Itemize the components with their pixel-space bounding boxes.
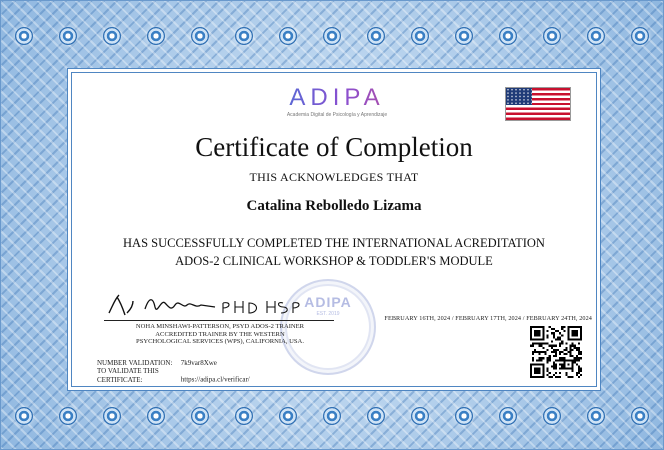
rosette-icon — [59, 407, 77, 425]
rosette-icon — [455, 407, 473, 425]
adipa-logo — [272, 85, 402, 118]
rosette-icon — [631, 27, 649, 45]
rosette-icon — [191, 27, 209, 45]
rosette-icon — [323, 407, 341, 425]
border-rosettes-top — [15, 21, 649, 51]
rosette-icon — [191, 407, 209, 425]
completion-line-1: HAS SUCCESSFULLY COMPLETED THE INTERNATIONAL ACREDITATION — [123, 236, 545, 250]
acknowledges-text: THIS ACKNOWLEDGES THAT — [249, 170, 419, 184]
validation-info — [97, 359, 250, 384]
validation-url-link[interactable]: https://adipa.cl/verificar/ — [180, 375, 250, 384]
rosette-icon — [367, 27, 385, 45]
signature-line — [104, 320, 334, 321]
signer-credentials — [100, 323, 340, 346]
rosette-icon — [103, 27, 121, 45]
rosette-icon — [543, 27, 561, 45]
stamp-word: ADIPA — [304, 294, 352, 310]
stamp-sub: EST. 2019 — [316, 311, 340, 317]
rosette-icon — [279, 27, 297, 45]
completion-line-2: ADOS-2 CLINICAL WORKSHOP & TODDLER'S MODULE — [175, 254, 493, 268]
rosette-icon — [279, 407, 297, 425]
flag-canton — [506, 88, 532, 105]
rosette-icon — [323, 27, 341, 45]
certificate-body — [71, 72, 597, 387]
course-dates: FEBRUARY 16TH, 2024 / FEBRUARY 17TH, 2024 / FEBRUARY 24TH, 2024 — [384, 315, 592, 322]
validation-number-value: 7k9var8Xwe — [180, 359, 217, 367]
rosette-icon — [499, 27, 517, 45]
recipient-name: Catalina Rebolledo Lizama — [246, 198, 422, 214]
rosette-icon — [631, 407, 649, 425]
rosette-icon — [147, 27, 165, 45]
logo-name: ADIPA — [272, 85, 402, 111]
rosette-icon — [367, 407, 385, 425]
rosette-icon — [543, 407, 561, 425]
rosette-icon — [587, 27, 605, 45]
validation-number-row — [97, 359, 250, 367]
united-states-flag-icon — [505, 87, 571, 121]
signer-line-2: ACCREDITED TRAINER BY THE WESTERN — [155, 330, 285, 338]
validation-url-label: TO VALIDATE THIS CERTIFICATE: — [97, 367, 159, 384]
rosette-icon — [235, 407, 253, 425]
qr-code-icon[interactable] — [530, 326, 582, 378]
signer-line-1: NOHA MINSHAWI-PATTERSON, PSYD ADOS-2 TRAINER — [135, 323, 305, 330]
rosette-icon — [411, 407, 429, 425]
handwritten-signature — [105, 291, 325, 319]
rosette-icon — [499, 407, 517, 425]
validation-url-row — [97, 367, 250, 384]
rosette-icon — [455, 27, 473, 45]
rosette-icon — [15, 27, 33, 45]
rosette-icon — [15, 407, 33, 425]
rosette-icon — [59, 27, 77, 45]
rosette-icon — [235, 27, 253, 45]
validation-number-label: NUMBER VALIDATION: — [97, 359, 173, 367]
border-rosettes-bottom — [15, 401, 649, 431]
rosette-icon — [587, 407, 605, 425]
rosette-icon — [103, 407, 121, 425]
signer-line-3: PSYCHOLOGICAL SERVICES (WPS), CALIFORNIA, USA. — [136, 338, 304, 346]
logo-subtitle: Academia Digital de Psicología y Aprendizaje — [286, 112, 388, 118]
certificate-title: Certificate of Completion — [195, 132, 473, 162]
rosette-icon — [147, 407, 165, 425]
rosette-icon — [411, 27, 429, 45]
